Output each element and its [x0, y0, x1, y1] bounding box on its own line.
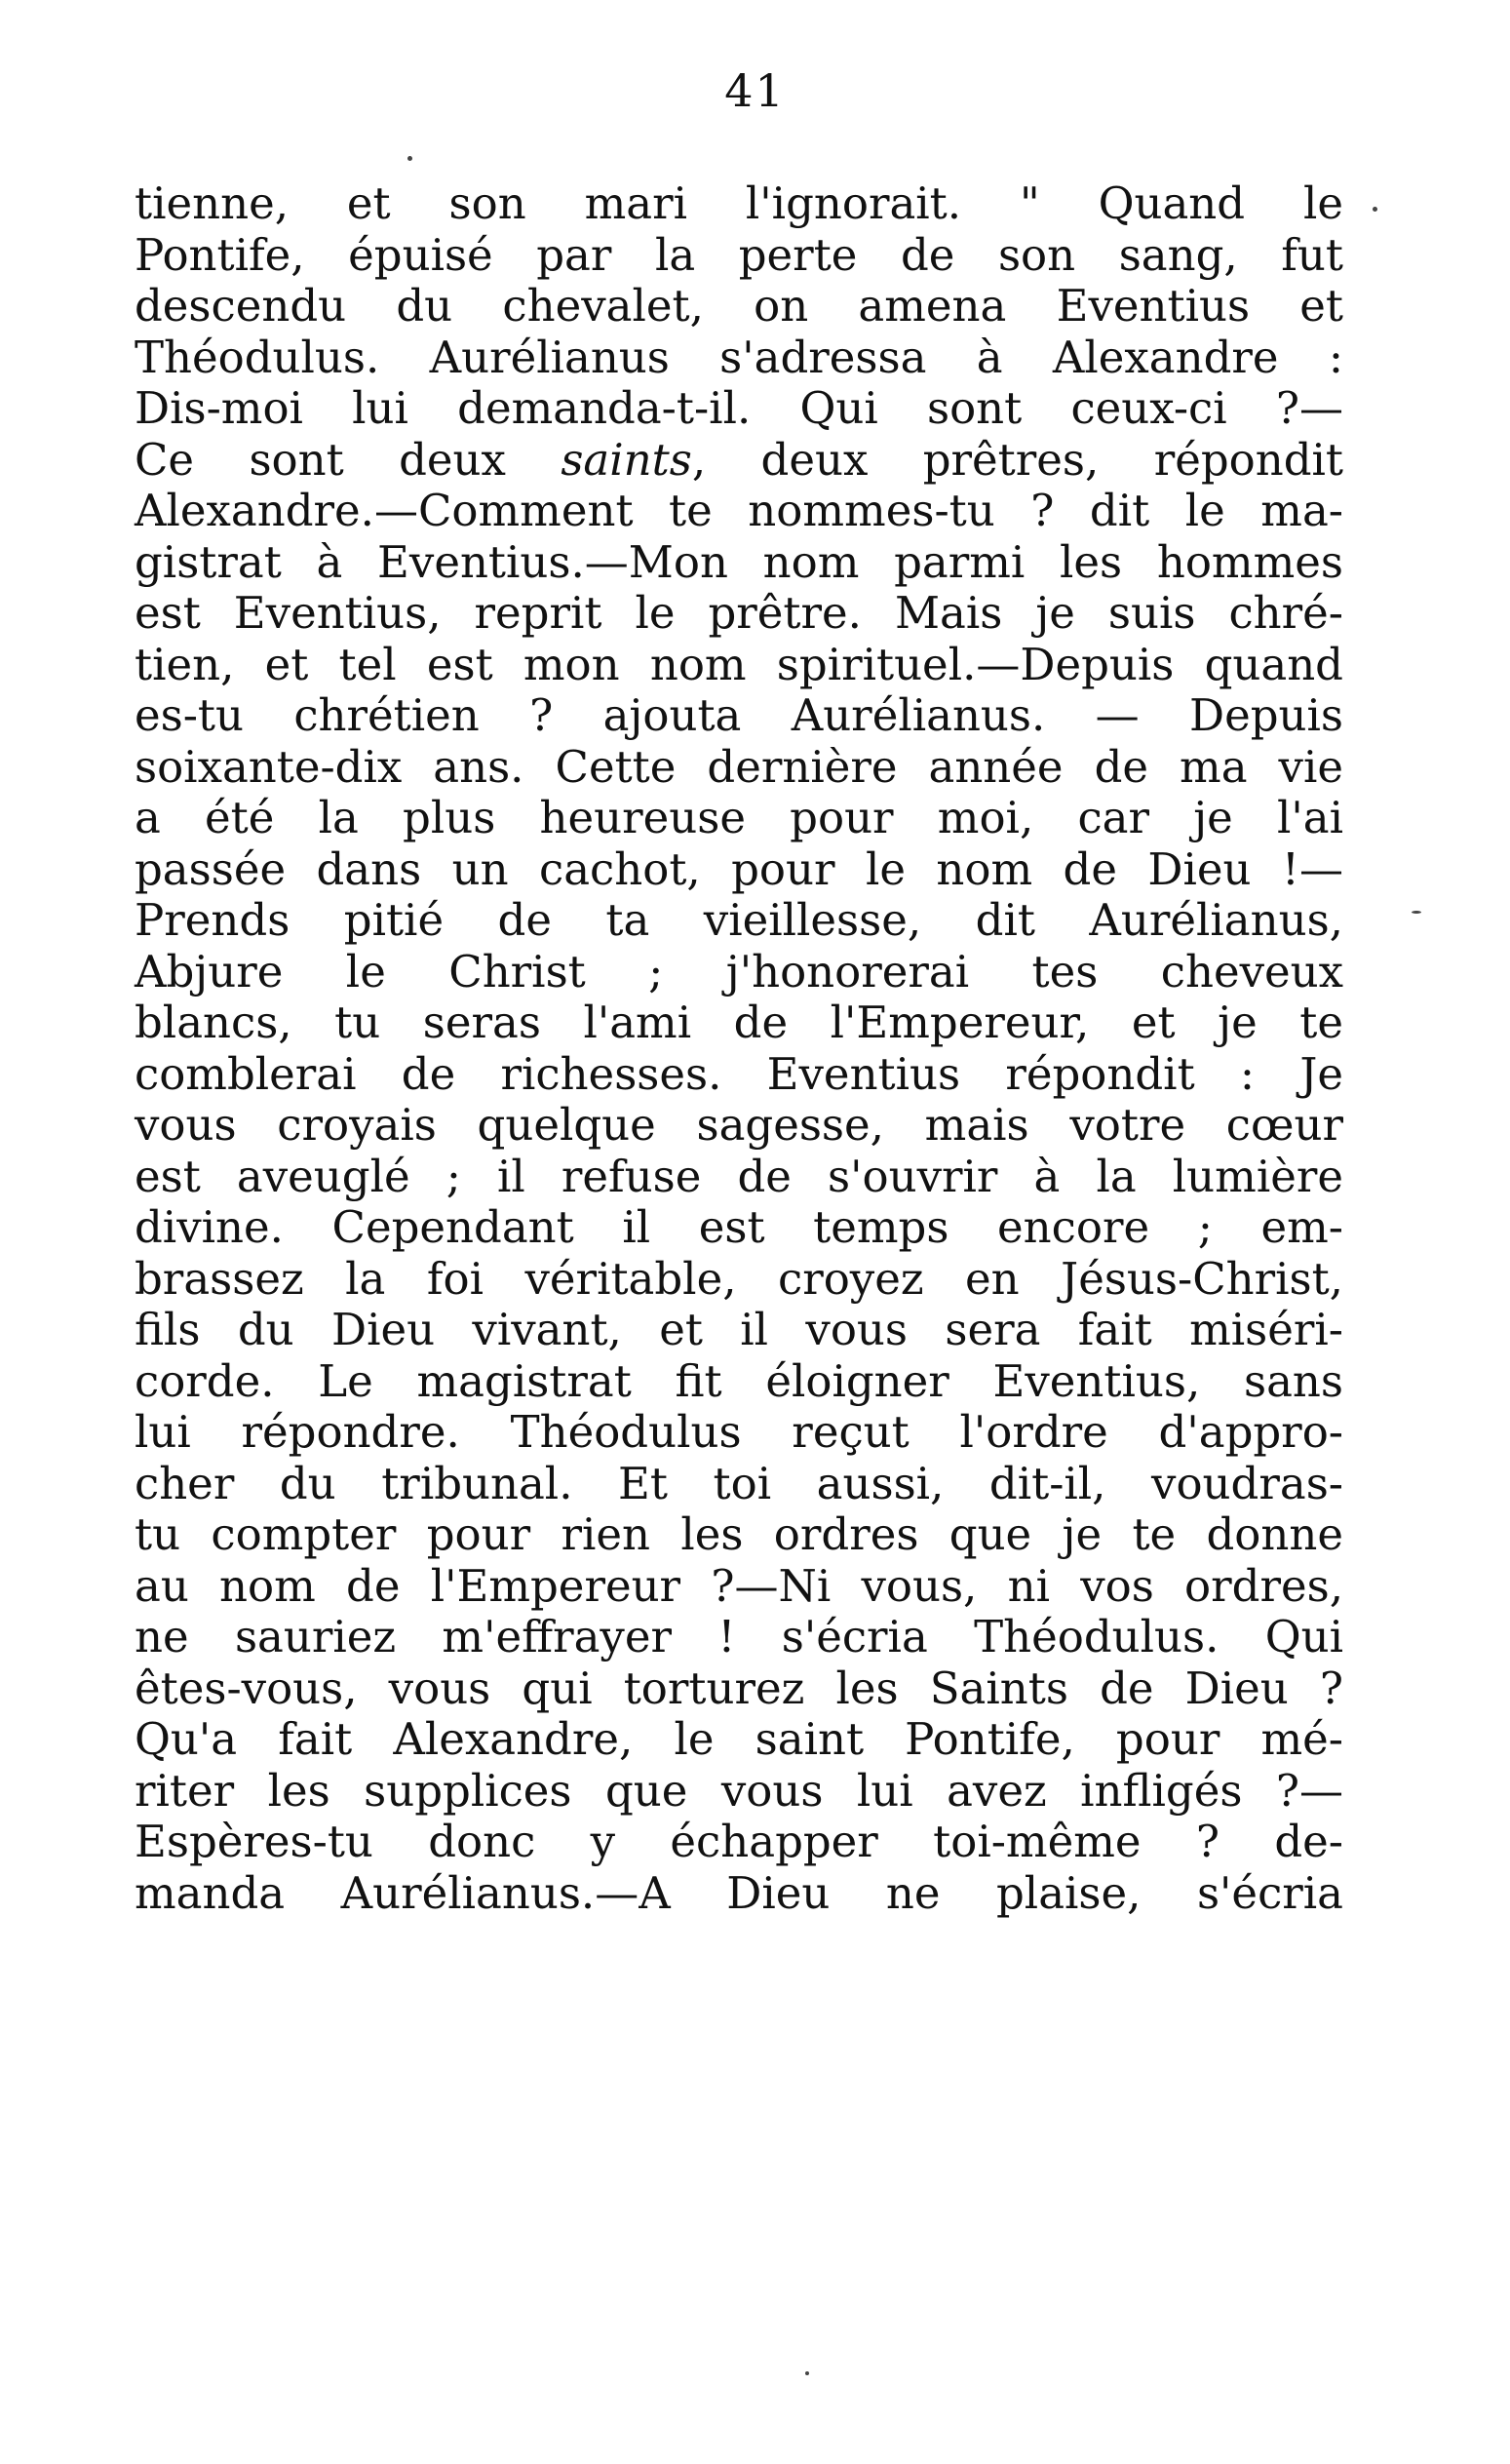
text-line: au nom de l'Empereur ?—Ni vous, ni vos ordres, — [135, 1559, 1343, 1612]
text-line: lui répondre. Théodulus reçut l'ordre d'appro- — [135, 1406, 1343, 1458]
text-line: tu compter pour rien les ordres que je te donne — [135, 1508, 1343, 1560]
text-line: riter les supplices que vous lui avez infligés ?— — [135, 1764, 1343, 1817]
text-line: divine. Cependant il est temps encore ; em- — [135, 1201, 1343, 1253]
text-line: Ce sont deux saints, deux prêtres, répondit — [135, 433, 1343, 486]
print-speck — [1373, 207, 1377, 212]
text-line: ne sauriez m'effrayer ! s'écria Théodulus. Qui — [135, 1611, 1343, 1662]
text-line: descendu du chevalet, on amena Eventius et — [135, 280, 1343, 332]
print-speck — [407, 156, 412, 161]
text-line: Alexandre.—Comment te nommes-tu ? dit le ma- — [135, 485, 1343, 536]
text-line: est aveuglé ; il refuse de s'ouvrir à la lumière — [135, 1150, 1343, 1202]
text-line: passée dans un cachot, pour le nom de Dieu !— — [135, 842, 1343, 895]
text-line: comblerai de richesses. Eventius répondit : Je — [135, 1047, 1343, 1100]
text-line: corde. Le magistrat fit éloigner Eventius, sans — [135, 1354, 1343, 1407]
text-line: gistrat à Eventius.—Mon nom parmi les hommes — [135, 535, 1343, 588]
text-line: Espères-tu donc y échapper toi-même ? de- — [135, 1816, 1343, 1867]
text-line: brassez la foi véritable, croyez en Jésus-Christ, — [135, 1252, 1343, 1305]
text-line: tien, et tel est mon nom spirituel.—Depuis quand — [135, 638, 1343, 690]
text-line: Pontife, épuisé par la perte de son sang, fut — [135, 228, 1343, 281]
text-line: Abjure le Christ ; j'honorerai tes cheveux — [135, 945, 1343, 997]
text-line: Prends pitié de ta vieillesse, dit Aurélianus, — [135, 894, 1343, 946]
text-line: manda Aurélianus.—A Dieu ne plaise, s'écria — [135, 1866, 1343, 1919]
text-line: êtes-vous, vous qui torturez les Saints de Dieu ? — [135, 1662, 1343, 1714]
text-line: es-tu chrétien ? ajouta Aurélianus. — Depuis — [135, 689, 1343, 741]
text-line: soixante-dix ans. Cette dernière année de ma vie — [135, 740, 1343, 793]
print-speck — [805, 2371, 809, 2375]
text-line: fils du Dieu vivant, et il vous sera fait miséri- — [135, 1304, 1343, 1355]
text-line: est Eventius, reprit le prêtre. Mais je suis chré- — [135, 587, 1343, 639]
page-number: 41 — [724, 64, 786, 117]
text-line: Qu'a fait Alexandre, le saint Pontife, pour mé- — [135, 1713, 1343, 1765]
text-line: tienne, et son mari l'ignorait. " Quand le — [135, 177, 1343, 229]
text-line: blancs, tu seras l'ami de l'Empereur, et je te — [135, 997, 1343, 1048]
text-line: cher du tribunal. Et toi aussi, dit-il, voudras- — [135, 1457, 1343, 1509]
text-line: Dis-moi lui demanda-t-il. Qui sont ceux-ci ?— — [135, 382, 1343, 434]
body-text — [135, 178, 1343, 1919]
print-speck — [1412, 911, 1421, 914]
text-line: a été la plus heureuse pour moi, car je l'ai — [135, 792, 1343, 843]
text-line: vous croyais quelque sagesse, mais votre cœur — [135, 1099, 1343, 1151]
text-line: Théodulus. Aurélianus s'adressa à Alexandre : — [135, 331, 1343, 383]
